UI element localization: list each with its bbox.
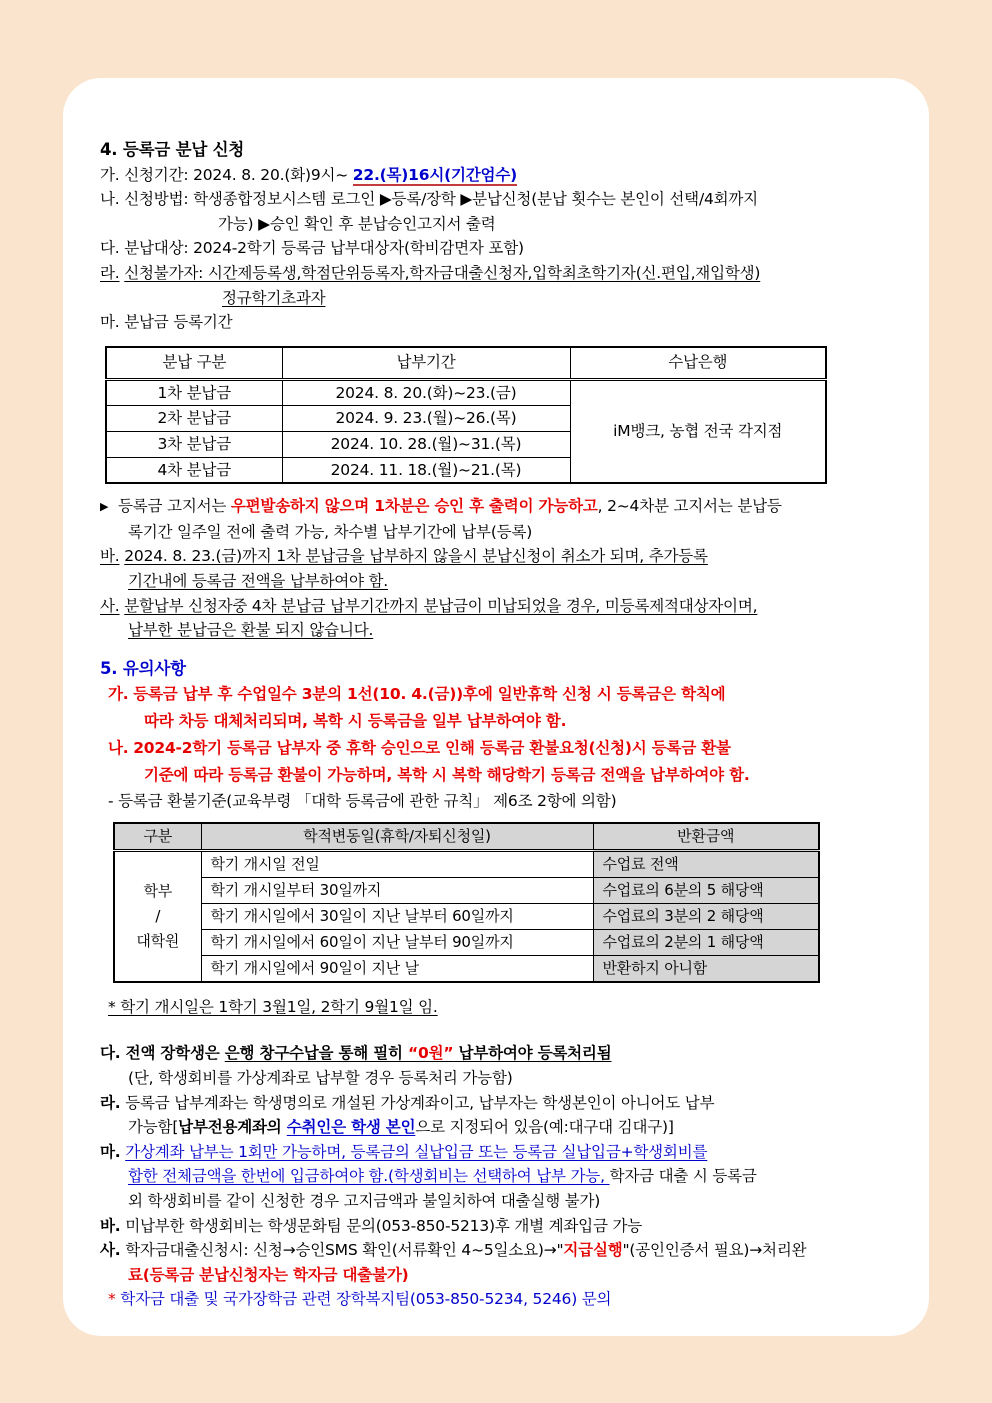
sec5-ma-blue1: 가상계좌 납부는 1회만 가능하며, 등록금의 실납입금 또는 등록금 실납입금+학생회비를 xyxy=(125,1142,708,1161)
footnote-text: * 학기 개시일은 1학기 3월1일, 2학기 9월1일 임. xyxy=(108,997,438,1016)
payee-highlight: 수취인은 학생 본인 xyxy=(286,1118,416,1137)
sec5-item-ma-line1 xyxy=(100,1140,909,1165)
sec5-item-ga-line1 xyxy=(108,681,909,708)
sec5-na-text1: 2024-2학기 등록금 납부자 중 휴학 승인으로 인해 등록금 환불요청(신청)시 등록금 환불 xyxy=(133,739,731,758)
sec4-ra-text2: 정규학기초과자 xyxy=(222,288,326,307)
sec4-item-sa-line1 xyxy=(100,594,909,619)
sec5-item-ba xyxy=(100,1214,909,1239)
sec5-ga-text1: 등록금 납부 후 수업일수 3분의 1선(10. 4.(금))후에 일반휴학 신청 시 등록금은 학칙에 xyxy=(133,685,726,704)
bullet-text-pre: 등록금 고지서는 xyxy=(118,497,231,516)
sec5-item-da-line1 xyxy=(100,1041,909,1066)
sec4-ba-text2: 기간내에 등록금 전액을 납부하여야 함. xyxy=(128,571,389,590)
sec5-item-da-line2: (단, 학생회비를 가상계좌로 납부할 경우 등록처리 가능함) xyxy=(128,1069,513,1088)
cell-round4: 4차 분납금 xyxy=(106,457,282,483)
sec4-item-ra-line1 xyxy=(100,261,909,286)
sec4-item-ba-line1 xyxy=(100,544,909,569)
table-header-row xyxy=(106,347,826,380)
sec4-ma-label: 마. xyxy=(100,313,120,332)
sec4-item-sa-line2 xyxy=(128,618,909,643)
sec5-sa-post: "(공인인증서 필요)→처리완 xyxy=(622,1241,807,1260)
col-header-change-date: 학적변동일(휴학/자퇴신청일) xyxy=(201,823,593,851)
table-row xyxy=(114,877,819,903)
deadline-highlight: 22.(목)16시(기간엄수) xyxy=(352,165,517,184)
sec4-da-text: 분납대상: 2024-2학기 등록금 납부대상자(학비감면자 포함) xyxy=(124,239,524,258)
sec5-ga-label: 가. xyxy=(108,685,129,704)
section5-title xyxy=(100,657,909,682)
cell-refund-amount: 반환하지 아니함 xyxy=(593,955,819,982)
sec4-item-na-line2 xyxy=(218,212,909,237)
sec5-ba-text: 미납부한 학생회비는 학생문화팀 문의(053-850-5213)후 개별 계좌입금 가능 xyxy=(125,1216,642,1235)
sec5-da-label: 다. xyxy=(100,1044,121,1063)
bullet-text-line2: 록기간 일주일 전에 출력 가능, 차수별 납부기간에 납부(등록) xyxy=(128,522,533,541)
cell-refund-amount: 수업료 전액 xyxy=(593,850,819,877)
sec4-na-text2: 가능) ▶승인 확인 후 분납승인고지서 출력 xyxy=(218,214,496,233)
sec4-ga-text: 신청기간: 2024. 8. 20.(화)9시~ xyxy=(124,165,353,184)
sec4-sa-text1: 분할납부 신청자중 4차 분납금 납부기간까지 분납금이 미납되었을 경우, 미등록제적대상자이며, xyxy=(124,596,758,615)
group-line3: 대학원 xyxy=(136,931,180,950)
cell-change-date: 학기 개시일에서 60일이 지난 날부터 90일까지 xyxy=(201,929,593,955)
sec5-ra-l2-pre: 가능함[ xyxy=(128,1118,179,1137)
sec5-da-pre: 전액 장학생은 xyxy=(125,1044,225,1063)
cell-refund-amount: 수업료의 3분의 2 해당액 xyxy=(593,903,819,929)
sec5-item-sa-line1 xyxy=(100,1238,909,1263)
sec5-item-ga-line2 xyxy=(144,708,909,735)
table-row xyxy=(114,929,819,955)
group-line1: 학부 xyxy=(143,882,173,901)
col-header-category: 분납 구분 xyxy=(106,347,282,380)
triangle-bullet-icon: ▶ xyxy=(100,500,109,514)
sec5-ma-blue2: 합한 전체금액을 한번에 입금하여야 함.(학생회비는 선택하여 납부 가능, xyxy=(128,1167,610,1186)
col-header-period: 납부기간 xyxy=(282,347,570,380)
sec5-na-label: 나. xyxy=(108,739,129,758)
sec5-item-na-line2 xyxy=(144,762,909,789)
disbursement-highlight: 지급실행 xyxy=(563,1241,623,1260)
sec5-item-sa-line2 xyxy=(128,1263,909,1288)
cell-change-date: 학기 개시일 전일 xyxy=(201,850,593,877)
col-header-bank: 수납은행 xyxy=(570,347,826,380)
table-header-row xyxy=(114,823,819,851)
sec5-sa-pre: 학자금대출신청시: 신청→승인SMS 확인(서류확인 4~5일소요)→" xyxy=(125,1241,564,1260)
cell-round2: 2차 분납금 xyxy=(106,406,282,432)
sec5-da-ul2: 납부하여야 등록처리됨 xyxy=(453,1044,612,1063)
cell-refund-amount: 수업료의 6분의 5 해당액 xyxy=(593,877,819,903)
sec4-bullet-line2 xyxy=(128,520,909,545)
sec5-item-ra-line2 xyxy=(128,1115,909,1140)
sec4-item-ga xyxy=(100,163,909,188)
sec5-ga-text2: 따라 차등 대체처리되며, 복학 시 등록금을 일부 납부하여야 함. xyxy=(144,712,567,731)
cell-round3-period: 2024. 10. 28.(월)~31.(목) xyxy=(282,431,570,457)
sec4-na-label: 나. xyxy=(100,190,120,209)
sec5-ma-black2: 학자금 대출 시 등록금 xyxy=(609,1167,757,1186)
cell-round3: 3차 분납금 xyxy=(106,431,282,457)
installment-schedule-table xyxy=(105,346,827,484)
sec4-ga-label: 가. xyxy=(100,165,120,184)
sec4-da-label: 다. xyxy=(100,239,120,258)
sec4-ra-text1: 신청불가자: 시간제등록생,학점단위등록자,학자금대출신청자,입학최초학기자(신.편입,재입학생) xyxy=(124,263,761,282)
bullet-text-red: 우편발송하지 않으며 1차분은 승인 후 출력이 가능하고 xyxy=(230,497,598,516)
sec5-ba-label: 바. xyxy=(100,1216,121,1235)
cell-change-date: 학기 개시일에서 90일이 지난 날 xyxy=(201,955,593,982)
cell-round4-period: 2024. 11. 18.(월)~21.(목) xyxy=(282,457,570,483)
table-row xyxy=(114,955,819,982)
asterisk-marker: * xyxy=(108,1290,116,1309)
cell-round1-period: 2024. 8. 20.(화)~23.(금) xyxy=(282,379,570,406)
bullet-text-post: , 2~4차분 고지서는 분납등 xyxy=(597,497,782,516)
zero-won-highlight: “0원” xyxy=(408,1044,454,1063)
sec5-ra-l2-post: 으로 지정되어 있음(예:대구대 김대구)] xyxy=(415,1118,674,1137)
refund-table xyxy=(113,822,820,983)
sec4-ma-text: 분납금 등록기간 xyxy=(124,313,233,332)
table-row xyxy=(106,379,826,406)
sec5-ra-l2-bold: 납부전용계좌의 xyxy=(178,1118,287,1137)
cell-round1: 1차 분납금 xyxy=(106,379,282,406)
sec5-item-ma-line3: 외 학생회비를 같이 신청한 경우 고지금액과 불일치하여 대출실행 불가) xyxy=(128,1192,601,1211)
semester-start-footnote xyxy=(108,995,909,1020)
group-line2: / xyxy=(155,907,161,926)
sec4-bullet-line1 xyxy=(100,494,909,520)
sec5-na-text2: 기준에 따라 등록금 환불이 가능하며, 복학 시 복학 해당학기 등록금 전액을 납부하여야 함. xyxy=(144,766,750,785)
sec5-da-underlined xyxy=(225,1044,612,1062)
sec5-ma-label: 마. xyxy=(100,1142,121,1161)
section4-title: 4. 등록금 분납 신청 xyxy=(100,140,245,159)
sec4-item-ra-line2 xyxy=(222,286,909,311)
notice-card xyxy=(63,78,929,1336)
sec5-item-na-line1 xyxy=(108,735,909,762)
table-row xyxy=(114,850,819,877)
table-row xyxy=(114,903,819,929)
sec4-sa-text2: 납부한 분납금은 환불 되지 않습니다. xyxy=(128,621,374,640)
scholarship-contact-line xyxy=(108,1287,909,1312)
sec4-ba-label: 바. xyxy=(100,547,120,566)
sec5-item-ra-line1 xyxy=(100,1091,909,1116)
sec5-sa-label: 사. xyxy=(100,1241,121,1260)
sec4-item-ma xyxy=(100,310,909,335)
sec5-da-ul1: 은행 창구수납을 통해 필히 xyxy=(224,1044,408,1063)
sec4-na-text1: 신청방법: 학생종합정보시스템 로그인 ▶등록/장학 ▶분납신청(분납 횟수는 본인이 선택/4회까지 xyxy=(124,190,758,209)
cell-refund-amount: 수업료의 2분의 1 해당액 xyxy=(593,929,819,955)
sec4-item-da xyxy=(100,236,909,261)
cell-round2-period: 2024. 9. 23.(월)~26.(목) xyxy=(282,406,570,432)
col-header-group: 구분 xyxy=(114,823,201,851)
cell-change-date: 학기 개시일부터 30일까지 xyxy=(201,877,593,903)
sec4-item-na-line1 xyxy=(100,187,909,212)
cell-bank: iM뱅크, 농협 전국 각지점 xyxy=(570,379,826,483)
sec4-item-ba-line2 xyxy=(128,569,909,594)
sec4-sa-label: 사. xyxy=(100,596,120,615)
sec5-item-ma-line2 xyxy=(128,1164,909,1189)
contact-text: 학자금 대출 및 국가장학금 관련 장학복지팀(053-850-5234, 5246) 문의 xyxy=(120,1290,612,1309)
sec5-ra-label: 라. xyxy=(100,1093,121,1112)
sec4-ba-text1: 2024. 8. 23.(금)까지 1차 분납금을 납부하지 않을시 분납신청이 취소가 되며, 추가등록 xyxy=(124,547,708,566)
refund-caption: - 등록금 환불기준(교육부령 「대학 등록금에 관한 규칙」 제6조 2항에 의함) xyxy=(108,792,617,811)
section5-title-text: 5. 유의사항 xyxy=(100,658,186,678)
cell-group xyxy=(114,850,201,982)
sec4-ra-label: 라. xyxy=(100,263,120,282)
sec5-ra-text1: 등록금 납부계좌는 학생명의로 개설된 가상계좌이고, 납부자는 학생본인이 아니어도 납부 xyxy=(125,1093,715,1112)
col-header-refund-amount: 반환금액 xyxy=(593,823,819,851)
cell-change-date: 학기 개시일에서 30일이 지난 날부터 60일까지 xyxy=(201,903,593,929)
sec5-sa-l2-red: 료(등록금 분납신청자는 학자금 대출불가) xyxy=(128,1265,409,1284)
